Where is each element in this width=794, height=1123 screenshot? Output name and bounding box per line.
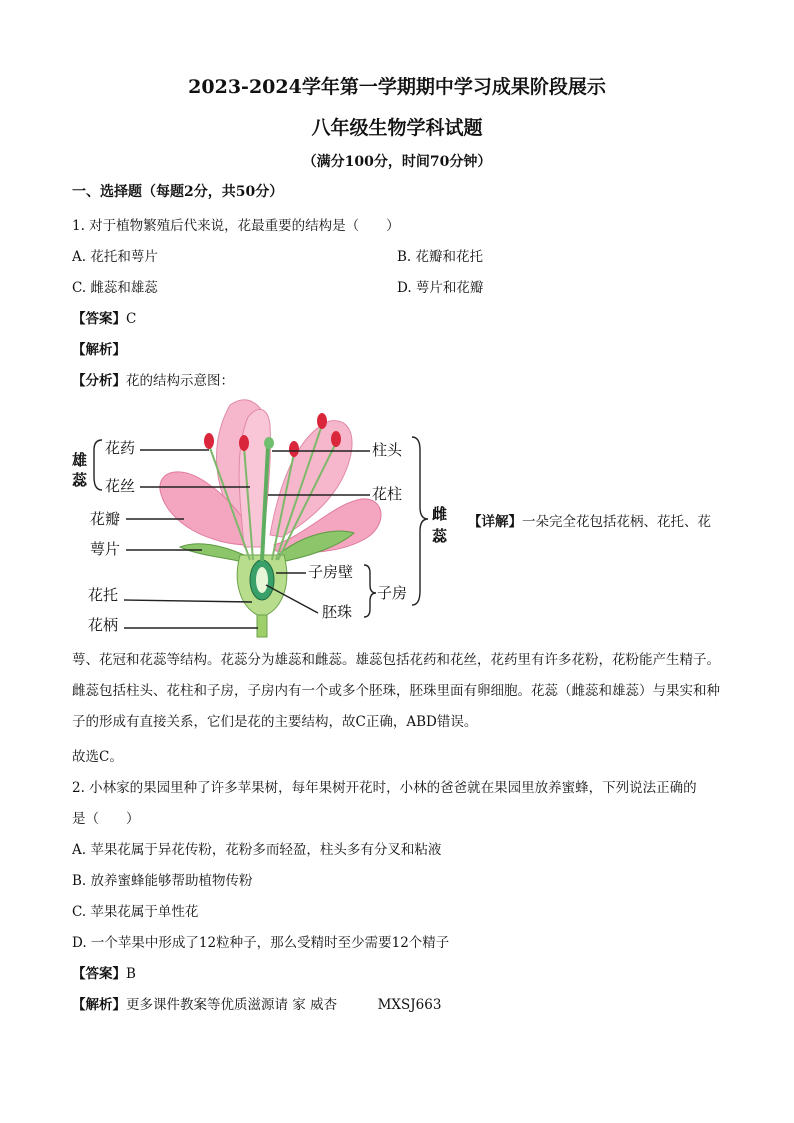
- label-huasi: 花丝: [105, 477, 136, 495]
- label-zifangbi: 子房壁: [308, 563, 354, 581]
- label-zhutou: 柱头: [372, 441, 403, 459]
- q2-jiexi: [72, 993, 441, 1013]
- fenxi-label: 【分析】: [72, 373, 126, 389]
- q1-stem: 1. 对于植物繁殖后代来说，花最重要的结构是（ ）: [72, 218, 400, 234]
- q1-detail-rest: 萼、花冠和花蕊等结构。花蕊分为雄蕊和雌蕊。雄蕊包括花药和花丝，花药里有许多花粉，花粉能产生精子。雌蕊包括柱头、花柱和子房，子房内有一个或多个胚珠，胚珠里面有卵细胞。花蕊（雌蕊和雄蕊）与果实和种子的形成有直接关系，它们是花的主要结构，故C正确，ABD错误。: [72, 652, 720, 730]
- q1-conclusion: 故选C。: [72, 749, 123, 765]
- q1-option-b: B. 花瓣和花托: [397, 249, 484, 265]
- flower-stalk: [257, 615, 267, 637]
- q1-detail-start: [468, 510, 711, 530]
- answer-value: C: [126, 311, 137, 327]
- brace-stamen: [94, 440, 102, 490]
- label-xiongrui-2: 蕊: [72, 471, 88, 489]
- q2-option-d: D. 一个苹果中形成了12粒种子，那么受精时至少需要12个精子: [72, 935, 450, 951]
- q2-stem-line1: 2. 小林家的果园里种了许多苹果树，每年果树开花时，小林的爸爸就在果园里放养蜜蜂，下列说法正确的: [72, 780, 697, 796]
- q2-option-c: C. 苹果花属于单性花: [72, 904, 199, 920]
- brace-pistil: [412, 437, 428, 605]
- label-xiongrui-1: 雄: [72, 451, 88, 469]
- label-cirui-2: 蕊: [432, 527, 448, 545]
- exam-note: （满分100分，时间70分钟）: [302, 154, 492, 170]
- answer-label: 【答案】: [72, 966, 126, 982]
- jiexi-label: 【解析】: [72, 997, 126, 1013]
- exam-title: 2023-2024学年第一学期期中学习成果阶段展示: [188, 76, 606, 98]
- anther-2: [239, 435, 249, 451]
- stigma: [264, 437, 274, 449]
- detail-label: 【详解】: [468, 514, 522, 530]
- label-huazhu: 花柱: [372, 485, 403, 503]
- answer-label: 【答案】: [72, 311, 126, 327]
- anther-5: [331, 431, 341, 447]
- anther-3: [289, 441, 299, 457]
- q1-jiexi-label: 【解析】: [72, 342, 126, 358]
- fenxi-text: 花的结构示意图：: [126, 373, 234, 389]
- ovule: [256, 567, 268, 593]
- q1-fenxi: [72, 369, 234, 389]
- q1-option-a: A. 花托和萼片: [72, 249, 158, 265]
- label-huayao: 花药: [105, 439, 136, 457]
- q1-option-c: C. 雌蕊和雄蕊: [72, 280, 158, 296]
- anther-1: [204, 433, 214, 449]
- label-epian: 萼片: [90, 540, 121, 558]
- q2-option-b: B. 放养蜜蜂能够帮助植物传粉: [72, 873, 253, 889]
- jiexi-text: 更多课件教案等优质滋源请 家 威杏 MXSJ663: [126, 997, 442, 1013]
- q1-answer: [72, 307, 136, 327]
- q1-option-d: D. 萼片和花瓣: [397, 280, 484, 296]
- sepal-left: [180, 544, 248, 563]
- q2-stem-line2: 是（ ）: [72, 811, 140, 827]
- brace-ovary: [364, 565, 376, 617]
- label-huaban: 花瓣: [90, 510, 121, 528]
- flower-structure-diagram: [72, 395, 452, 640]
- exam-subtitle: 八年级生物学科试题: [311, 117, 483, 139]
- label-cirui-1: 雌: [432, 505, 448, 523]
- label-huabing: 花柄: [88, 616, 119, 634]
- q2-answer: [72, 962, 136, 982]
- anther-4: [317, 413, 327, 429]
- label-peizhu: 胚珠: [322, 603, 353, 621]
- leader-huatuo: [124, 600, 252, 602]
- label-zifang: 子房: [377, 584, 408, 602]
- detail-start-text: 一朵完全花包括花柄、花托、花: [522, 514, 711, 530]
- answer-value: B: [126, 966, 136, 982]
- q2-option-a: A. 苹果花属于异花传粉，花粉多而轻盈，柱头多有分叉和粘液: [72, 842, 442, 858]
- label-huatuo: 花托: [88, 586, 119, 604]
- section-title: 一、选择题（每题2分，共50分）: [72, 184, 284, 200]
